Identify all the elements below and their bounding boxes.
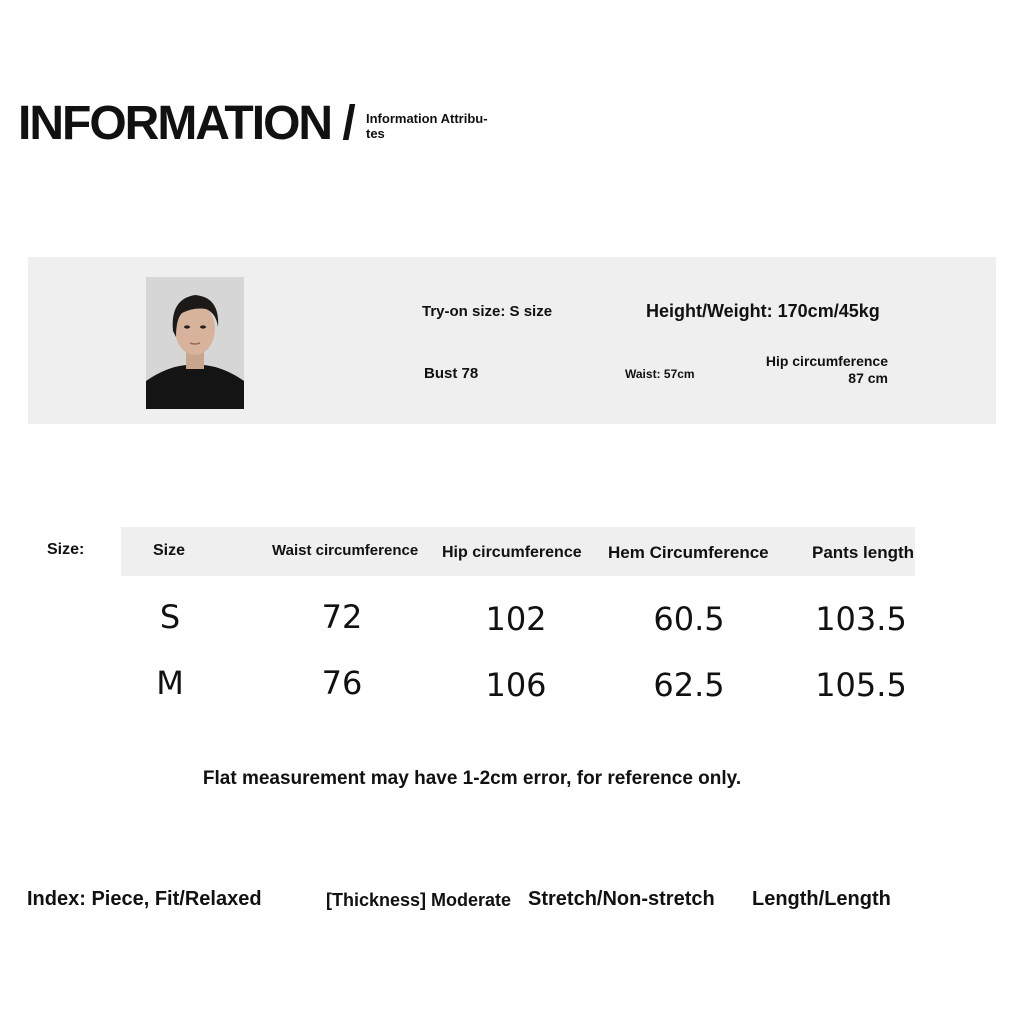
page-subtitle: Information Attribu- tes bbox=[366, 111, 488, 141]
bust-measure: Bust 78 bbox=[424, 365, 479, 382]
table-cell: 72 bbox=[321, 598, 363, 636]
height-weight: Height/Weight: 170cm/45kg bbox=[646, 301, 880, 321]
index-stretch: Stretch/Non-stretch bbox=[528, 888, 715, 910]
table-cell: 60.5 bbox=[653, 600, 725, 638]
table-cell: 62.5 bbox=[653, 666, 725, 704]
size-table-header bbox=[121, 527, 915, 576]
column-header-size: Size bbox=[153, 542, 186, 559]
index-fit: Index: Piece, Fit/Relaxed bbox=[27, 888, 262, 910]
page-title: INFORMATION / bbox=[18, 97, 354, 150]
model-info-panel bbox=[28, 257, 996, 424]
table-cell: S bbox=[159, 598, 181, 636]
measurement-note: Flat measurement may have 1-2cm error, for reference only. bbox=[202, 768, 742, 789]
try-on-size: Try-on size: S size bbox=[422, 303, 553, 320]
table-cell: 105.5 bbox=[815, 666, 907, 704]
model-photo bbox=[146, 277, 244, 409]
table-cell: 106 bbox=[485, 666, 547, 704]
table-cell: M bbox=[156, 664, 184, 702]
index-thickness: [Thickness] Moderate bbox=[326, 890, 512, 910]
column-header-length: Pants length bbox=[812, 543, 915, 562]
table-cell: 76 bbox=[321, 664, 363, 702]
size-row-label: Size: bbox=[47, 541, 85, 558]
table-cell: 102 bbox=[485, 600, 547, 638]
index-length: Length/Length bbox=[752, 888, 891, 910]
hip-measure: Hip circumference 87 cm bbox=[765, 353, 888, 386]
column-header-waist: Waist circumference bbox=[272, 542, 419, 559]
waist-measure: Waist: 57cm bbox=[625, 367, 695, 381]
column-header-hip: Hip circumference bbox=[442, 544, 582, 561]
table-cell: 103.5 bbox=[815, 600, 907, 638]
model-portrait-image bbox=[146, 277, 244, 409]
column-header-hem: Hem Circumference bbox=[608, 543, 769, 562]
